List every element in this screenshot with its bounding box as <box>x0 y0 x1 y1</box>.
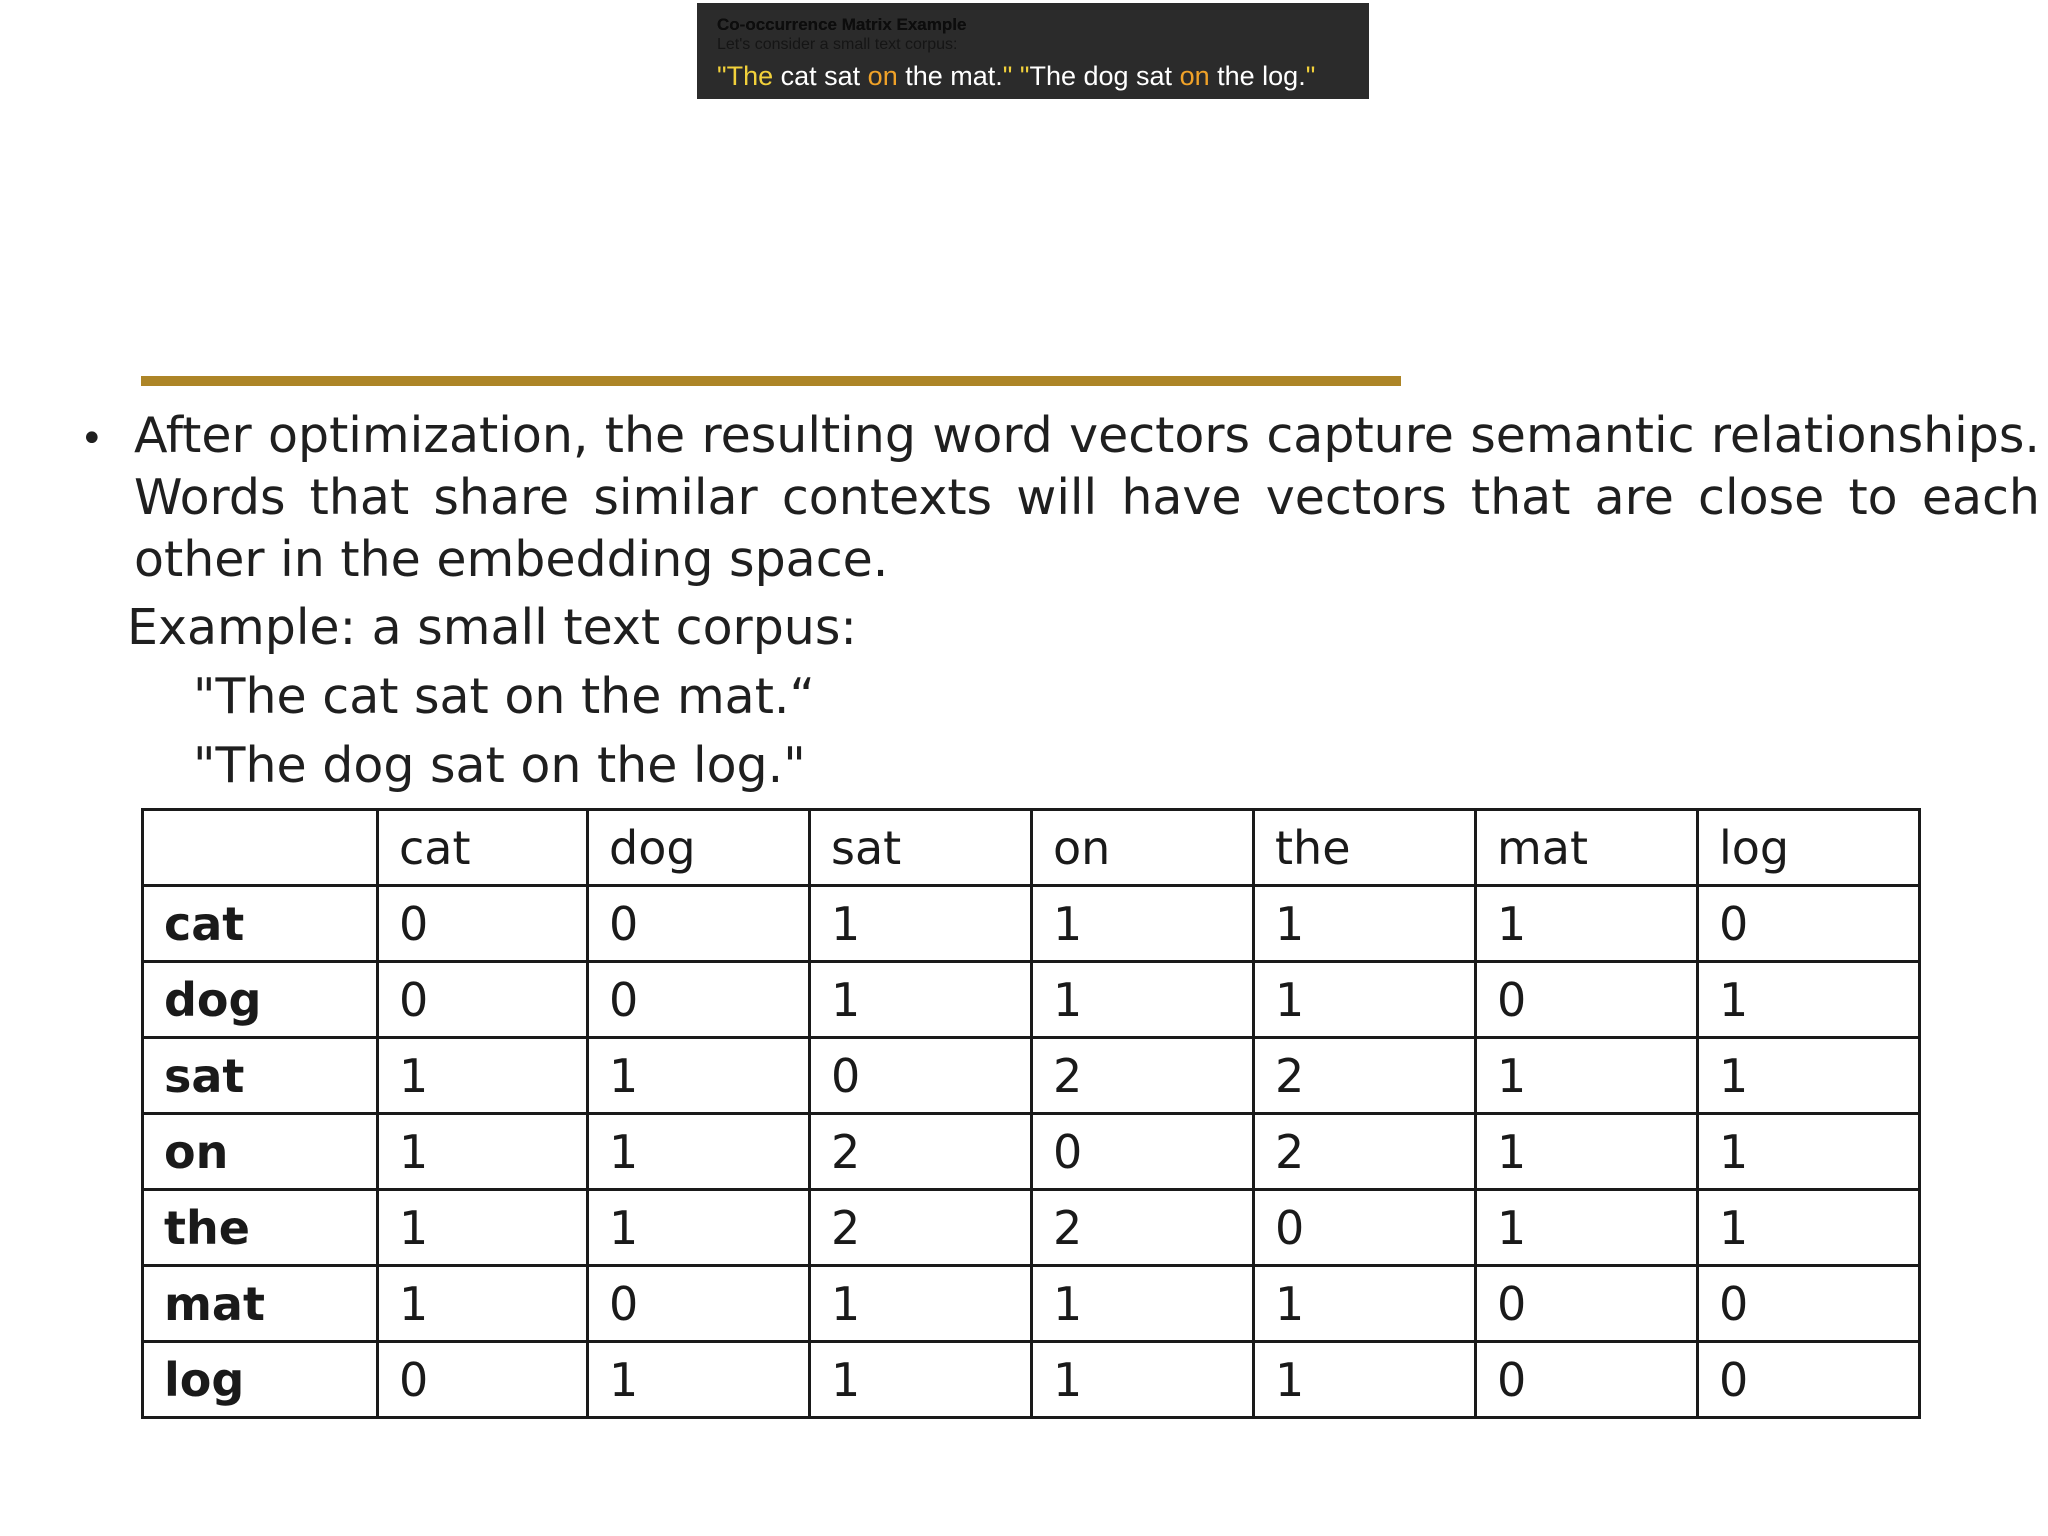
table-cell: 0 <box>1698 1266 1920 1342</box>
table-cell: 0 <box>810 1038 1032 1114</box>
table-cell: 1 <box>1032 1342 1254 1418</box>
table-cell: 1 <box>1032 1266 1254 1342</box>
table-cell: 1 <box>378 1038 588 1114</box>
table-row <box>143 1114 1920 1190</box>
table-cell: 1 <box>1254 962 1476 1038</box>
corpus-segment: on <box>1179 61 1210 91</box>
table-cell: 1 <box>588 1342 810 1418</box>
corpus-segment: " <box>1305 61 1316 91</box>
table-cell: 0 <box>588 1266 810 1342</box>
bullet-point <box>80 405 2040 591</box>
corpus-segment: the mat. <box>897 61 1003 91</box>
column-header-mat: mat <box>1476 810 1698 886</box>
table-cell: 0 <box>378 962 588 1038</box>
header-subtitle: Let's consider a small text corpus: <box>717 36 958 53</box>
corpus-segment: cat sat <box>773 61 868 91</box>
header-title: Co-occurrence Matrix Example <box>717 15 967 34</box>
table-cell: 1 <box>810 886 1032 962</box>
row-header-on: on <box>143 1114 378 1190</box>
table-cell: 0 <box>1698 1342 1920 1418</box>
corpus-segment: The <box>726 61 774 91</box>
table-corner-cell <box>143 810 378 886</box>
table-cell: 1 <box>378 1266 588 1342</box>
bullet-text: After optimization, the resulting word vectors capture semantic relationships. Words that share similar contexts will have vectors that are close to each other in the embedding space. <box>134 407 2040 588</box>
table-cell: 0 <box>1476 1342 1698 1418</box>
table-cell: 2 <box>1254 1114 1476 1190</box>
table-cell: 1 <box>810 1266 1032 1342</box>
table-cell: 1 <box>1698 1190 1920 1266</box>
table-cell: 2 <box>1032 1190 1254 1266</box>
corpus-segment: the log. <box>1209 61 1306 91</box>
corpus-segment: The dog sat <box>1029 61 1180 91</box>
table-cell: 1 <box>1698 1038 1920 1114</box>
table-row <box>143 1190 1920 1266</box>
row-header-dog: dog <box>143 962 378 1038</box>
cooccurrence-matrix-table <box>141 808 1921 1419</box>
table-cell: 1 <box>588 1114 810 1190</box>
table-cell: 0 <box>1698 886 1920 962</box>
column-header-sat: sat <box>810 810 1032 886</box>
header-corpus-text <box>717 59 1349 93</box>
row-header-mat: mat <box>143 1266 378 1342</box>
table-row <box>143 1038 1920 1114</box>
corpus-segment: on <box>867 61 898 91</box>
row-header-sat: sat <box>143 1038 378 1114</box>
table-row <box>143 1266 1920 1342</box>
table-cell: 0 <box>588 886 810 962</box>
table-cell: 1 <box>588 1038 810 1114</box>
header-image-box <box>697 3 1369 99</box>
table-cell: 1 <box>1254 886 1476 962</box>
table-row <box>143 886 1920 962</box>
corpus-segment: " <box>1019 61 1030 91</box>
table-header-row <box>143 810 1920 886</box>
title-divider <box>141 376 1401 386</box>
table-cell: 1 <box>1032 886 1254 962</box>
bullet-icon: • <box>80 416 104 462</box>
row-header-the: the <box>143 1190 378 1266</box>
table-cell: 0 <box>378 1342 588 1418</box>
table-cell: 1 <box>1254 1266 1476 1342</box>
table-cell: 1 <box>1698 962 1920 1038</box>
column-header-the: the <box>1254 810 1476 886</box>
table-cell: 1 <box>1254 1342 1476 1418</box>
table-cell: 2 <box>810 1190 1032 1266</box>
table-cell: 0 <box>1476 962 1698 1038</box>
corpus-segment: " <box>1002 61 1013 91</box>
row-header-log: log <box>143 1342 378 1418</box>
table-cell: 1 <box>1476 1190 1698 1266</box>
table-cell: 1 <box>588 1190 810 1266</box>
row-header-cat: cat <box>143 886 378 962</box>
table-row <box>143 1342 1920 1418</box>
table-cell: 0 <box>1032 1114 1254 1190</box>
table-cell: 1 <box>1032 962 1254 1038</box>
table-cell: 1 <box>1476 886 1698 962</box>
table-cell: 2 <box>1032 1038 1254 1114</box>
example-heading: Example: a small text corpus: <box>127 599 857 656</box>
example-sentence-1: "The cat sat on the mat.“ <box>193 668 815 725</box>
table-cell: 1 <box>1476 1038 1698 1114</box>
table-cell: 2 <box>1254 1038 1476 1114</box>
table-cell: 1 <box>1476 1114 1698 1190</box>
column-header-on: on <box>1032 810 1254 886</box>
example-sentence-2: "The dog sat on the log." <box>193 737 806 794</box>
table-cell: 0 <box>378 886 588 962</box>
table-cell: 1 <box>378 1114 588 1190</box>
column-header-log: log <box>1698 810 1920 886</box>
table-cell: 0 <box>588 962 810 1038</box>
column-header-cat: cat <box>378 810 588 886</box>
corpus-segment <box>1012 61 1020 91</box>
table-cell: 1 <box>810 962 1032 1038</box>
table-cell: 1 <box>378 1190 588 1266</box>
column-header-dog: dog <box>588 810 810 886</box>
table-cell: 1 <box>1698 1114 1920 1190</box>
table-cell: 2 <box>810 1114 1032 1190</box>
table-cell: 0 <box>1476 1266 1698 1342</box>
table-row <box>143 962 1920 1038</box>
table-cell: 1 <box>810 1342 1032 1418</box>
corpus-segment: " <box>717 61 727 91</box>
table-cell: 0 <box>1254 1190 1476 1266</box>
